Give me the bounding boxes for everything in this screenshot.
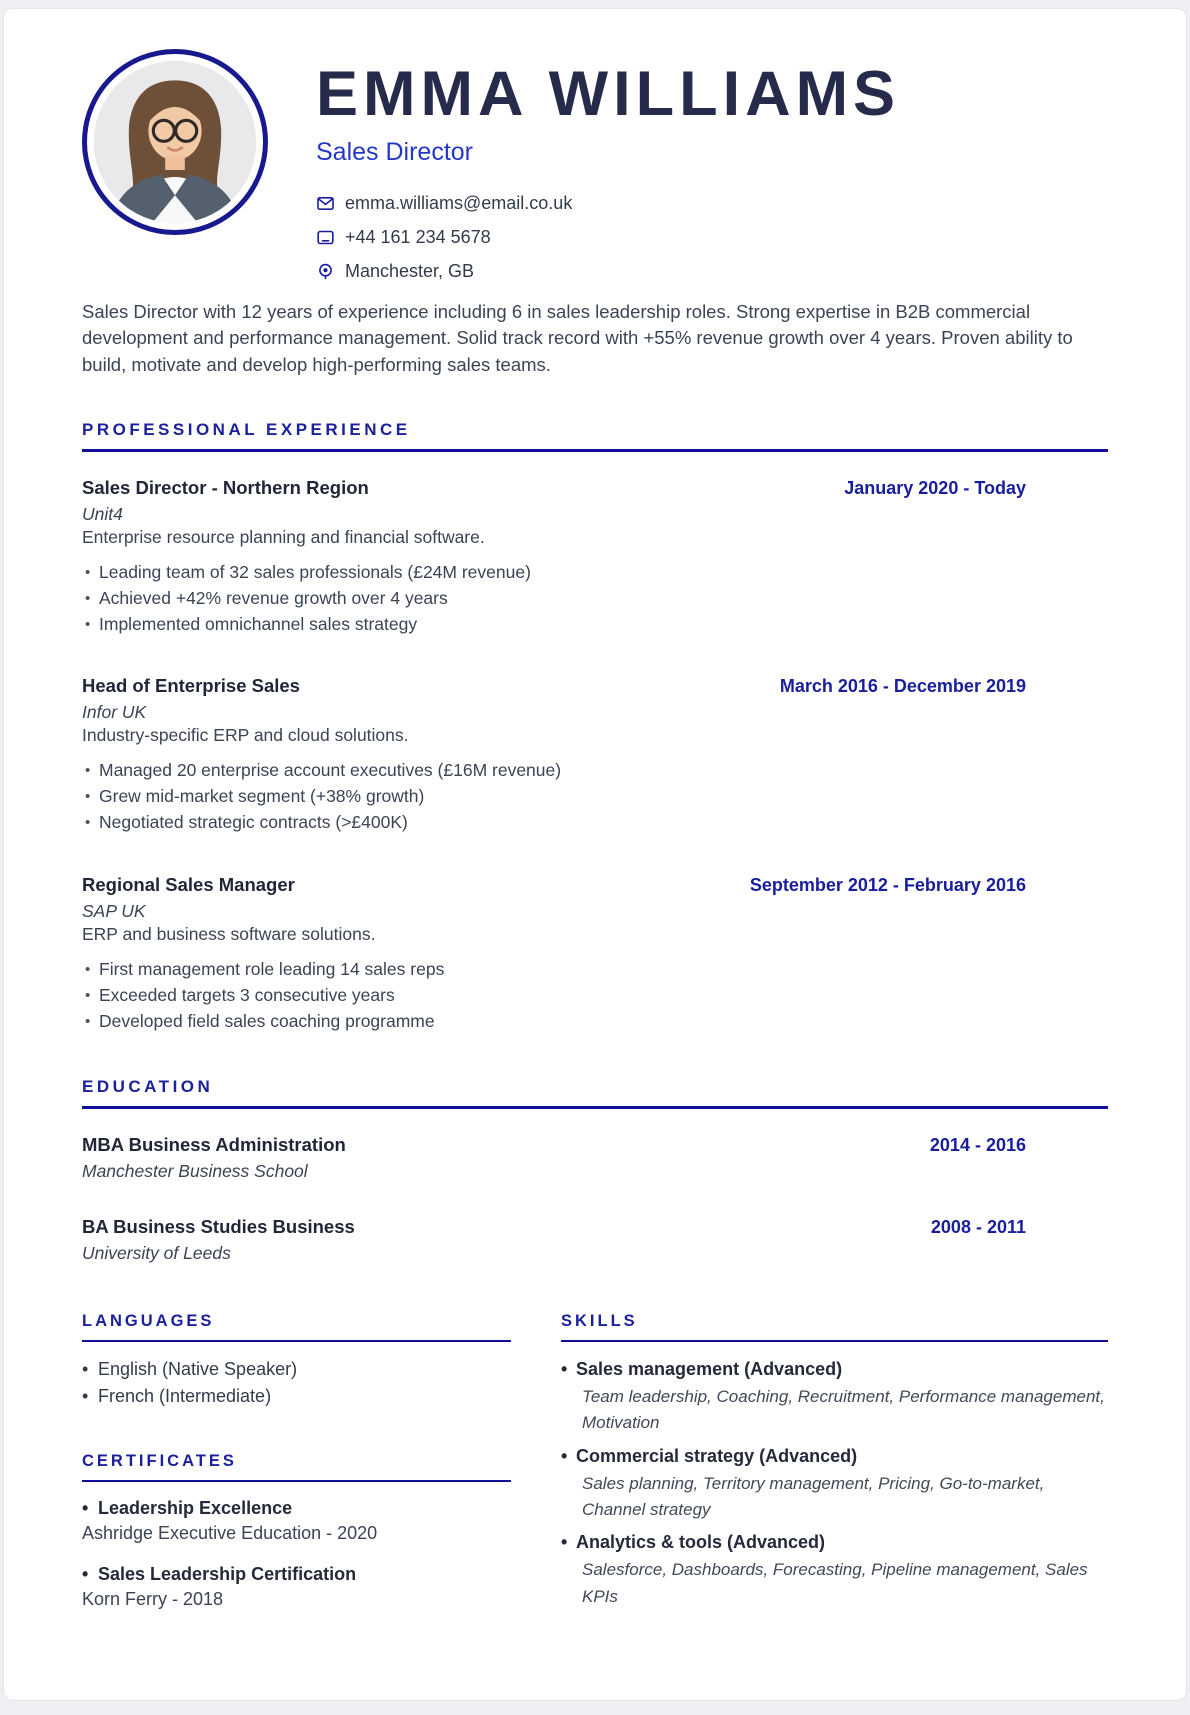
education-dates: 2014 - 2016 (929, 1134, 1026, 1155)
education-entry (82, 1216, 1108, 1264)
section-rule (82, 449, 1108, 452)
job-bullets (82, 957, 1108, 1035)
skill-item (561, 1356, 1108, 1437)
contact-phone (316, 227, 900, 248)
certificate-name: • Sales Leadership Certification (82, 1564, 511, 1585)
entry-header (82, 1134, 1108, 1156)
education-dates: 2008 - 2011 (930, 1216, 1026, 1237)
education-entry (82, 1134, 1108, 1182)
job-company: SAP UK (82, 901, 146, 922)
languages-heading: LANGUAGES (82, 1311, 215, 1330)
contact-location-value: Manchester, GB (345, 261, 475, 281)
right-column (561, 1312, 1108, 1630)
section-rule (82, 1340, 511, 1342)
entry-header (82, 675, 1108, 697)
certificate-item (82, 1498, 511, 1544)
section-education (82, 1077, 1108, 1264)
job-title-text: Head of Enterprise Sales (82, 675, 300, 697)
section-rule (561, 1340, 1108, 1342)
job-dates: March 2016 - December 2019 (779, 676, 1026, 697)
job-bullets (82, 758, 1108, 836)
contact-email (316, 193, 900, 214)
school-name: University of Leeds (82, 1242, 231, 1263)
skill-name: • Commercial strategy (Advanced) (561, 1443, 1108, 1469)
resume-page (3, 8, 1187, 1701)
skill-keywords: Team leadership, Coaching, Recruitment, Performance management, Motivation (582, 1386, 1105, 1433)
section-rule (82, 1106, 1108, 1109)
profile-photo (82, 49, 268, 235)
languages-list (82, 1356, 511, 1410)
job-title-text: Sales Director - Northern Region (82, 476, 369, 498)
phone-icon (316, 228, 335, 247)
section-experience (82, 420, 1108, 1035)
certificate-issuer: Ashridge Executive Education - 2020 (82, 1522, 378, 1543)
contact-email-value: emma.williams@email.co.uk (345, 193, 573, 213)
avatar (91, 58, 259, 226)
certificate-item (82, 1564, 511, 1610)
degree-text: BA Business Studies Business (82, 1215, 355, 1237)
entry-header (82, 1216, 1108, 1238)
language-item: • English (Native Speaker) (82, 1356, 511, 1383)
experience-heading: PROFESSIONAL EXPERIENCE (82, 419, 411, 439)
job-bullet: • Exceeded targets 3 consecutive years (85, 983, 1108, 1009)
skill-item (561, 1529, 1108, 1610)
experience-entry (82, 477, 1108, 638)
job-bullet: • Managed 20 enterprise account executives (£16M revenue) (85, 758, 1108, 784)
skill-name: • Analytics & tools (Advanced) (561, 1529, 1108, 1555)
section-languages (82, 1312, 511, 1410)
degree-text: MBA Business Administration (82, 1133, 346, 1155)
job-bullet: • Developed field sales coaching programme (85, 1009, 1108, 1035)
job-company: Unit4 (82, 503, 123, 524)
job-bullets (82, 560, 1108, 638)
job-company: Infor UK (82, 702, 147, 723)
job-bullet: • Leading team of 32 sales professionals (£24M revenue) (85, 560, 1108, 586)
experience-entry (82, 675, 1108, 836)
contact-list (316, 193, 900, 282)
entry-header (82, 874, 1108, 896)
job-dates: January 2020 - Today (844, 477, 1026, 498)
resume-header (82, 49, 1108, 295)
section-certificates (82, 1452, 511, 1610)
job-bullet: • First management role leading 14 sales reps (85, 957, 1108, 983)
left-column (82, 1312, 511, 1630)
bottom-columns (82, 1312, 1108, 1630)
job-title-text: Regional Sales Manager (82, 874, 295, 896)
skill-keywords: Salesforce, Dashboards, Forecasting, Pipeline management, Sales KPIs (582, 1560, 1088, 1606)
skills-list (561, 1356, 1108, 1610)
experience-entry (82, 874, 1108, 1035)
job-description: ERP and business software solutions. (82, 924, 376, 945)
location-icon (316, 262, 335, 281)
section-skills (561, 1312, 1108, 1610)
mail-icon (316, 194, 335, 213)
job-bullet: • Implemented omnichannel sales strategy (85, 612, 1108, 638)
certificates-heading: CERTIFICATES (82, 1451, 237, 1470)
job-dates: September 2012 - February 2016 (749, 875, 1026, 896)
job-description: Enterprise resource planning and financial software. (82, 526, 485, 547)
school-name: Manchester Business School (82, 1160, 308, 1181)
skill-item (561, 1443, 1108, 1524)
profile-summary: Sales Director with 12 years of experience including 6 in sales leadership roles. Strong expertise in B2B commercial development and performance management. Solid track record with +55% revenue growth over 4 years. Proven ability to build, motivate and develop high-performing sales teams. (82, 301, 1073, 375)
certificates-list (82, 1498, 511, 1610)
job-bullet: • Grew mid-market segment (+38% growth) (85, 784, 1108, 810)
language-item: • French (Intermediate) (82, 1383, 511, 1410)
certificate-issuer: Korn Ferry - 2018 (82, 1588, 224, 1609)
contact-location (316, 261, 900, 282)
skill-keywords: Sales planning, Territory management, Pricing, Go-to-market, Channel strategy (582, 1473, 1045, 1520)
header-text (316, 49, 900, 295)
skills-heading: SKILLS (561, 1311, 638, 1330)
job-bullet: • Achieved +42% revenue growth over 4 years (85, 586, 1108, 612)
person-job-title: Sales Director (316, 138, 473, 166)
certificate-name: • Leadership Excellence (82, 1498, 511, 1519)
education-heading: EDUCATION (82, 1076, 214, 1096)
contact-phone-value: +44 161 234 5678 (345, 227, 491, 247)
entry-header (82, 477, 1108, 499)
person-name: EMMA WILLIAMS (316, 59, 901, 129)
job-description: Industry-specific ERP and cloud solutions. (82, 725, 409, 746)
skill-name: • Sales management (Advanced) (561, 1356, 1108, 1382)
job-bullet: • Negotiated strategic contracts (>£400K) (85, 810, 1108, 836)
section-rule (82, 1480, 511, 1482)
